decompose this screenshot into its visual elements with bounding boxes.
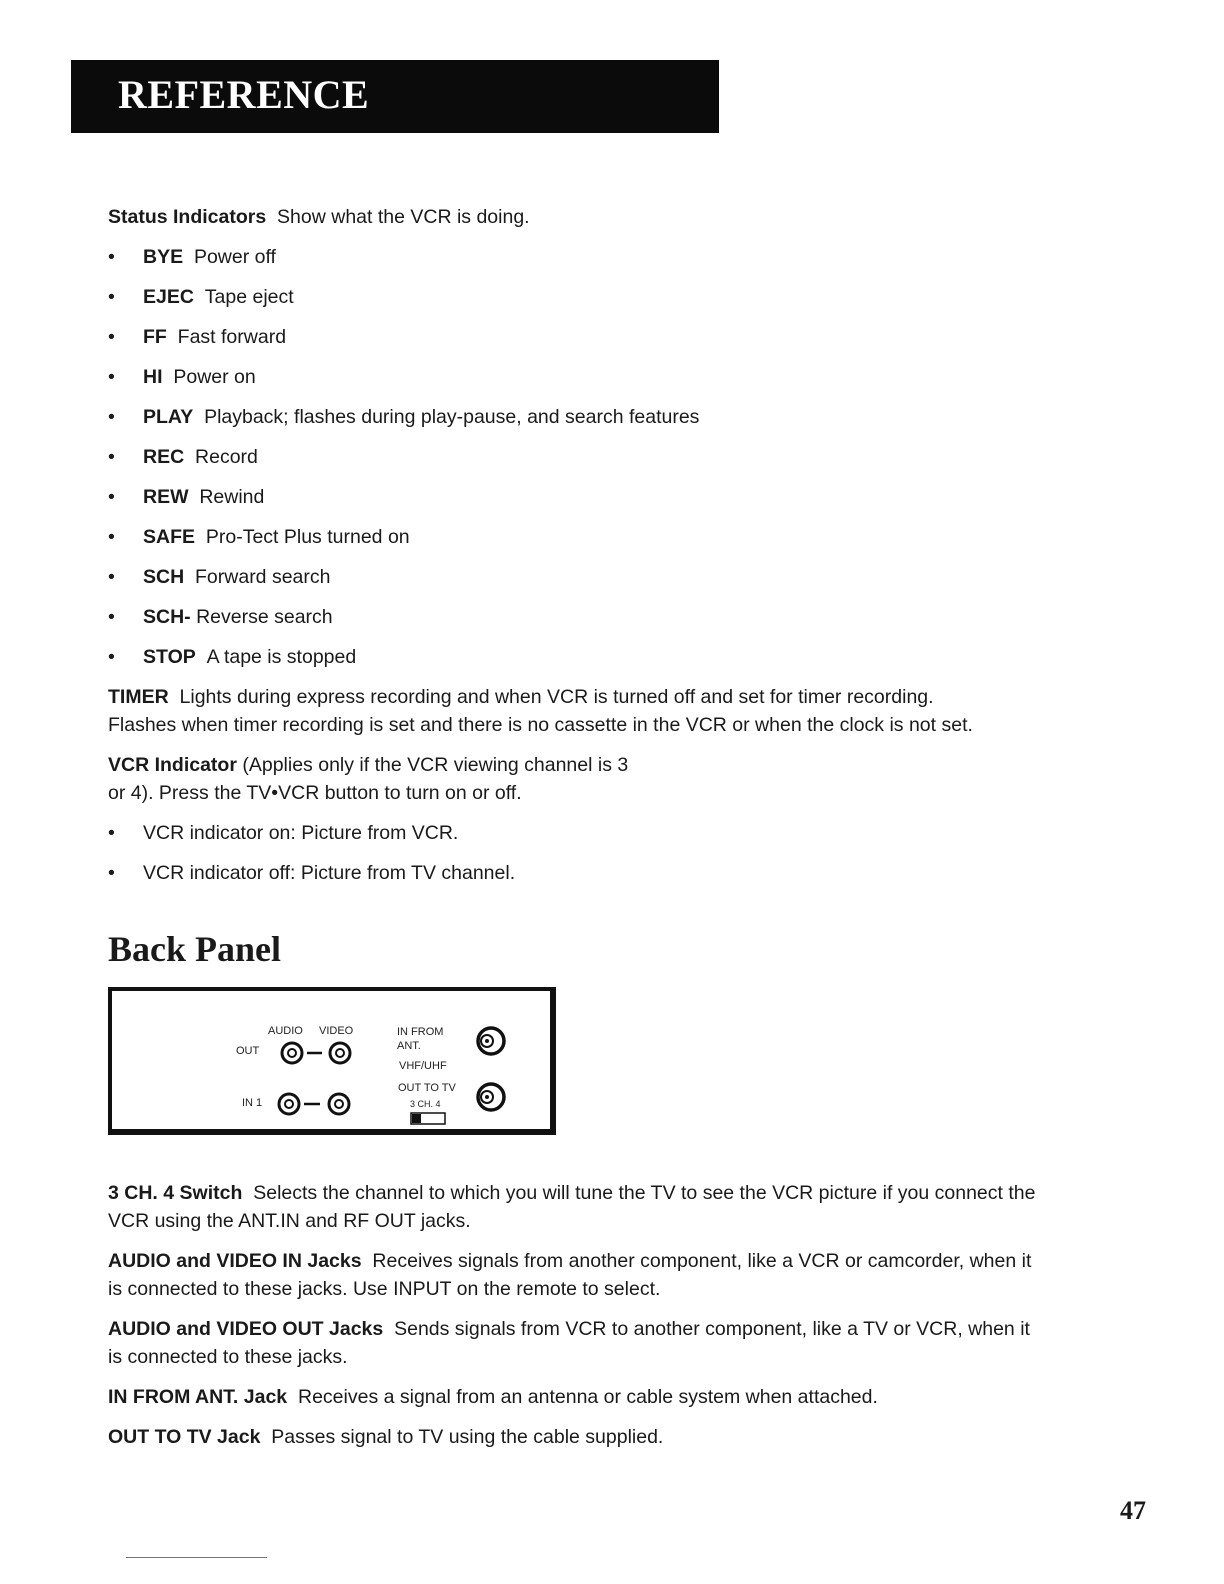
- vcr-indicator-paragraph: [108, 751, 628, 807]
- description-term: AUDIO and VIDEO OUT Jacks: [108, 1318, 384, 1340]
- status-indicators-term: Status Indicators: [108, 206, 267, 228]
- description-line2: VCR using the ANT.IN and RF OUT jacks.: [108, 1210, 471, 1232]
- description-line1: Sends signals from VCR to another component, like a TV or VCR, when it: [394, 1318, 1030, 1340]
- description-paragraph: [108, 1423, 663, 1451]
- section-header-bar: [71, 60, 719, 133]
- status-indicators-desc: Show what the VCR is doing.: [277, 206, 530, 228]
- vcr-indicator-item: VCR indicator on: Picture from VCR.: [143, 822, 459, 844]
- status-desc: Fast forward: [177, 326, 287, 348]
- status-desc: Pro-Tect Plus turned on: [205, 526, 410, 548]
- status-code: BYE: [143, 246, 184, 268]
- out-label: OUT: [236, 1045, 260, 1057]
- description-line1: Passes signal to TV using the cable supplied.: [271, 1426, 664, 1448]
- description-paragraph: [108, 1179, 1035, 1235]
- description-line2: is connected to these jacks. Use INPUT on the remote to select.: [108, 1278, 661, 1300]
- status-code: REW: [143, 486, 189, 508]
- vcr-indicator-line1: (Applies only if the VCR viewing channel is 3: [242, 754, 629, 776]
- status-desc: Forward search: [195, 566, 331, 588]
- status-code: REC: [143, 446, 185, 468]
- out-to-tv-jack: [478, 1084, 504, 1110]
- vcr-indicator-term: VCR Indicator: [108, 754, 237, 776]
- description-line1: Receives a signal from an antenna or cable system when attached.: [298, 1386, 878, 1408]
- status-code: FF: [143, 326, 167, 348]
- ch-switch-label: 3 CH. 4: [410, 1099, 441, 1109]
- in1-label: IN 1: [242, 1097, 263, 1109]
- page-number: 47: [1120, 1496, 1146, 1525]
- status-code: SCH: [143, 566, 185, 588]
- status-desc: Rewind: [199, 486, 265, 508]
- back-panel-title: Back Panel: [108, 929, 282, 969]
- video-out-jack: [330, 1043, 350, 1063]
- description-line1: Receives signals from another component, like a VCR or camcorder, when it: [372, 1250, 1032, 1272]
- description-term: AUDIO and VIDEO IN Jacks: [108, 1250, 362, 1272]
- video-label: VIDEO: [319, 1025, 354, 1037]
- description-paragraph: [108, 1383, 878, 1411]
- ch-switch: [411, 1113, 445, 1124]
- description-paragraph: [108, 1247, 1031, 1303]
- status-desc: Power off: [193, 246, 276, 268]
- status-desc: Playback; flashes during play-pause, and search features: [204, 406, 700, 428]
- status-code: SCH-: [143, 606, 191, 628]
- status-code: SAFE: [143, 526, 196, 548]
- vhf-uhf-label: VHF/UHF: [399, 1060, 447, 1072]
- status-code: EJEC: [143, 286, 194, 308]
- status-code: PLAY: [143, 406, 194, 428]
- ant-in-jack: [478, 1028, 504, 1054]
- video-in1-jack: [329, 1094, 349, 1114]
- status-desc: Reverse search: [196, 606, 333, 628]
- description-term: IN FROM ANT. Jack: [108, 1386, 288, 1408]
- timer-line1: Lights during express recording and when VCR is turned off and set for timer recording.: [179, 686, 934, 708]
- status-desc: Power on: [173, 366, 256, 388]
- timer-paragraph: [108, 683, 973, 739]
- description-line1: Selects the channel to which you will tune the TV to see the VCR picture if you connect the: [253, 1182, 1036, 1204]
- back-panel-jacks: [112, 991, 550, 1129]
- vcr-indicator-item: VCR indicator off: Picture from TV channel.: [143, 862, 516, 884]
- description-paragraph: [108, 1315, 1030, 1371]
- out-to-tv-label: OUT TO TV: [398, 1082, 456, 1094]
- description-term: OUT TO TV Jack: [108, 1426, 261, 1448]
- status-code: STOP: [143, 646, 196, 668]
- description-line2: is connected to these jacks.: [108, 1346, 348, 1368]
- description-term: 3 CH. 4 Switch: [108, 1182, 243, 1204]
- vcr-indicator-line2: or 4). Press the TV•VCR button to turn on or off.: [108, 782, 522, 804]
- back-panel-diagram: [108, 987, 556, 1135]
- section-header-title: REFERENCE: [118, 72, 370, 117]
- ant-label: ANT.: [397, 1040, 421, 1052]
- status-desc: Record: [195, 446, 258, 468]
- status-indicators-paragraph: [108, 203, 530, 231]
- timer-term: TIMER: [108, 686, 169, 708]
- status-desc: Tape eject: [204, 286, 294, 308]
- audio-label: AUDIO: [268, 1025, 303, 1037]
- timer-line2: Flashes when timer recording is set and there is no cassette in the VCR or when the clock is not set.: [108, 714, 973, 736]
- audio-in1-jack: [279, 1094, 299, 1114]
- status-desc: A tape is stopped: [206, 646, 357, 668]
- footer-rule: [126, 1557, 267, 1558]
- status-code: HI: [143, 366, 163, 388]
- audio-out-jack: [282, 1043, 302, 1063]
- in-from-label: IN FROM: [397, 1026, 444, 1038]
